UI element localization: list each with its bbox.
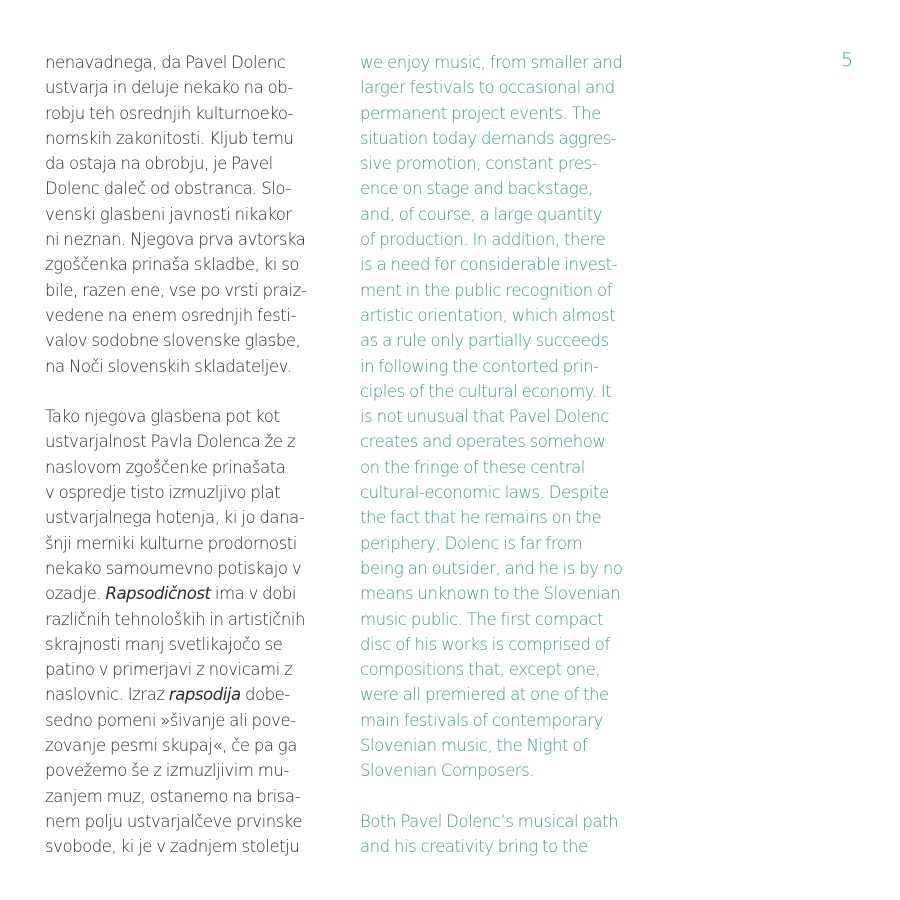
text-line: artistic orientation, which almost: [360, 305, 616, 325]
text-line: creates and operates somehow: [360, 432, 606, 452]
text-line: naslovom zgoščenke prinašata: [45, 457, 286, 477]
text-line: zanjem muz, ostanemo na brisa-: [45, 786, 301, 806]
text-line: zovanje pesmi skupaj«, če pa ga: [45, 736, 297, 756]
text-line: Slovenian Composers.: [360, 761, 535, 781]
text-line-with-italic: [45, 581, 345, 606]
text-line-with-italic: [45, 682, 345, 707]
text-line: valov sodobne slovenske glasbe,: [45, 331, 301, 351]
text-line: ustvarjalnost Pavla Dolenca že z: [45, 432, 296, 452]
paragraph-2: [45, 404, 345, 859]
text-line: v ospredje tisto izmuzljivo plat: [45, 483, 281, 503]
text-line: cultural-economic laws. Despite: [360, 483, 609, 503]
text-line: periphery, Dolenc is far from: [360, 533, 583, 553]
text-line: Tako njegova glasbena pot kot: [45, 407, 280, 427]
text-line: ustvarja in deluje nekako na ob-: [45, 78, 293, 98]
text-line: nem polju ustvarjalčeve prvinske: [45, 811, 303, 831]
text-line: we enjoy music, from smaller and: [360, 53, 623, 72]
text-line: Slovenian music, the Night of: [360, 736, 588, 756]
text-line: and, of course, a large quantity: [360, 204, 603, 224]
text-line: situation today demands aggres-: [360, 128, 617, 148]
text-line: ciples of the cultural economy. It: [360, 381, 612, 401]
text-line: ni neznan. Njegova prva avtorska: [45, 230, 306, 250]
text-line: različnih tehnoloških in artističnih: [45, 609, 306, 629]
text-line: and his creativity bring to the: [360, 837, 588, 857]
text-line: disc of his works is comprised of: [360, 634, 610, 654]
right-column-english: [360, 50, 660, 860]
text-run: dobe-: [240, 685, 290, 705]
text-line: ustvarjalnega hotenja, ki jo dana-: [45, 508, 305, 528]
text-run: ima v dobi: [210, 584, 297, 604]
text-line: sive promotion, constant pres-: [360, 154, 598, 174]
paragraph-1: [45, 50, 345, 379]
text-line: of production. In addition, there: [360, 230, 606, 250]
text-line: music public. The first compact: [360, 609, 603, 629]
text-line: main festivals of contemporary: [360, 710, 603, 730]
text-run: naslovnic. Izraz: [45, 685, 169, 705]
text-line: nomskih zakonitosti. Kljub temu: [45, 128, 294, 148]
text-line: venski glasbeni javnosti nikakor: [45, 204, 292, 224]
text-line: were all premiered at one of the: [360, 685, 609, 705]
text-line: da ostaja na obrobju, je Pavel: [45, 154, 273, 174]
text-line: on the fringe of these central: [360, 457, 585, 477]
text-line: patino v primerjavi z novicami z: [45, 660, 293, 680]
italic-term: Rapsodičnost: [105, 584, 211, 604]
text-line: nekako samoumevno potiskajo v: [45, 558, 302, 578]
text-line: ence on stage and backstage,: [360, 179, 593, 199]
text-line: as a rule only partially succeeds: [360, 331, 609, 351]
italic-term: rapsodija: [168, 685, 241, 705]
text-line: means unknown to the Slovenian: [360, 584, 621, 604]
text-line: zgoščenka prinaša skladbe, ki so: [45, 255, 300, 275]
text-line: sedno pomeni »šivanje ali pove-: [45, 710, 296, 730]
text-line: ment in the public recognition of: [360, 280, 612, 300]
text-line: povežemo še z izmuzljivim mu-: [45, 761, 289, 781]
text-line: Dolenc daleč od obstranca. Slo-: [45, 179, 291, 199]
left-column-slovenian: [45, 50, 345, 860]
paragraph-spacer: [45, 379, 345, 404]
page-number: 5: [841, 49, 854, 71]
text-line: skrajnosti manj svetlikajočo se: [45, 634, 283, 654]
text-line: šnji merniki kulturne prodornosti: [45, 533, 297, 553]
text-run: ozadje.: [45, 584, 106, 604]
text-line: vedene na enem osrednjih festi-: [45, 305, 296, 325]
text-line: larger festivals to occasional and: [360, 78, 615, 98]
text-line: is a need for considerable invest-: [360, 255, 618, 275]
text-line: Both Pavel Dolenc’s musical path: [360, 811, 619, 831]
text-line: is not unusual that Pavel Dolenc: [360, 407, 610, 427]
paragraph-spacer: [360, 784, 660, 809]
text-line: in following the contorted prin-: [360, 356, 599, 376]
text-line: the fact that he remains on the: [360, 508, 602, 528]
text-line: robju teh osrednjih kulturnoeko-: [45, 103, 294, 123]
paragraph-1: [360, 50, 660, 784]
text-line: being an outsider, and he is by no: [360, 558, 623, 578]
text-line: na Noči slovenskih skladateljev.: [45, 356, 292, 376]
text-line: svobode, ki je v zadnjem stoletju: [45, 837, 300, 857]
text-line: nenavadnega, da Pavel Dolenc: [45, 53, 286, 72]
paragraph-2: [360, 809, 660, 860]
text-line: compositions that, except one,: [360, 660, 601, 680]
text-line: bile, razen ene, vse po vrsti praiz-: [45, 280, 307, 300]
text-line: permanent project events. The: [360, 103, 601, 123]
